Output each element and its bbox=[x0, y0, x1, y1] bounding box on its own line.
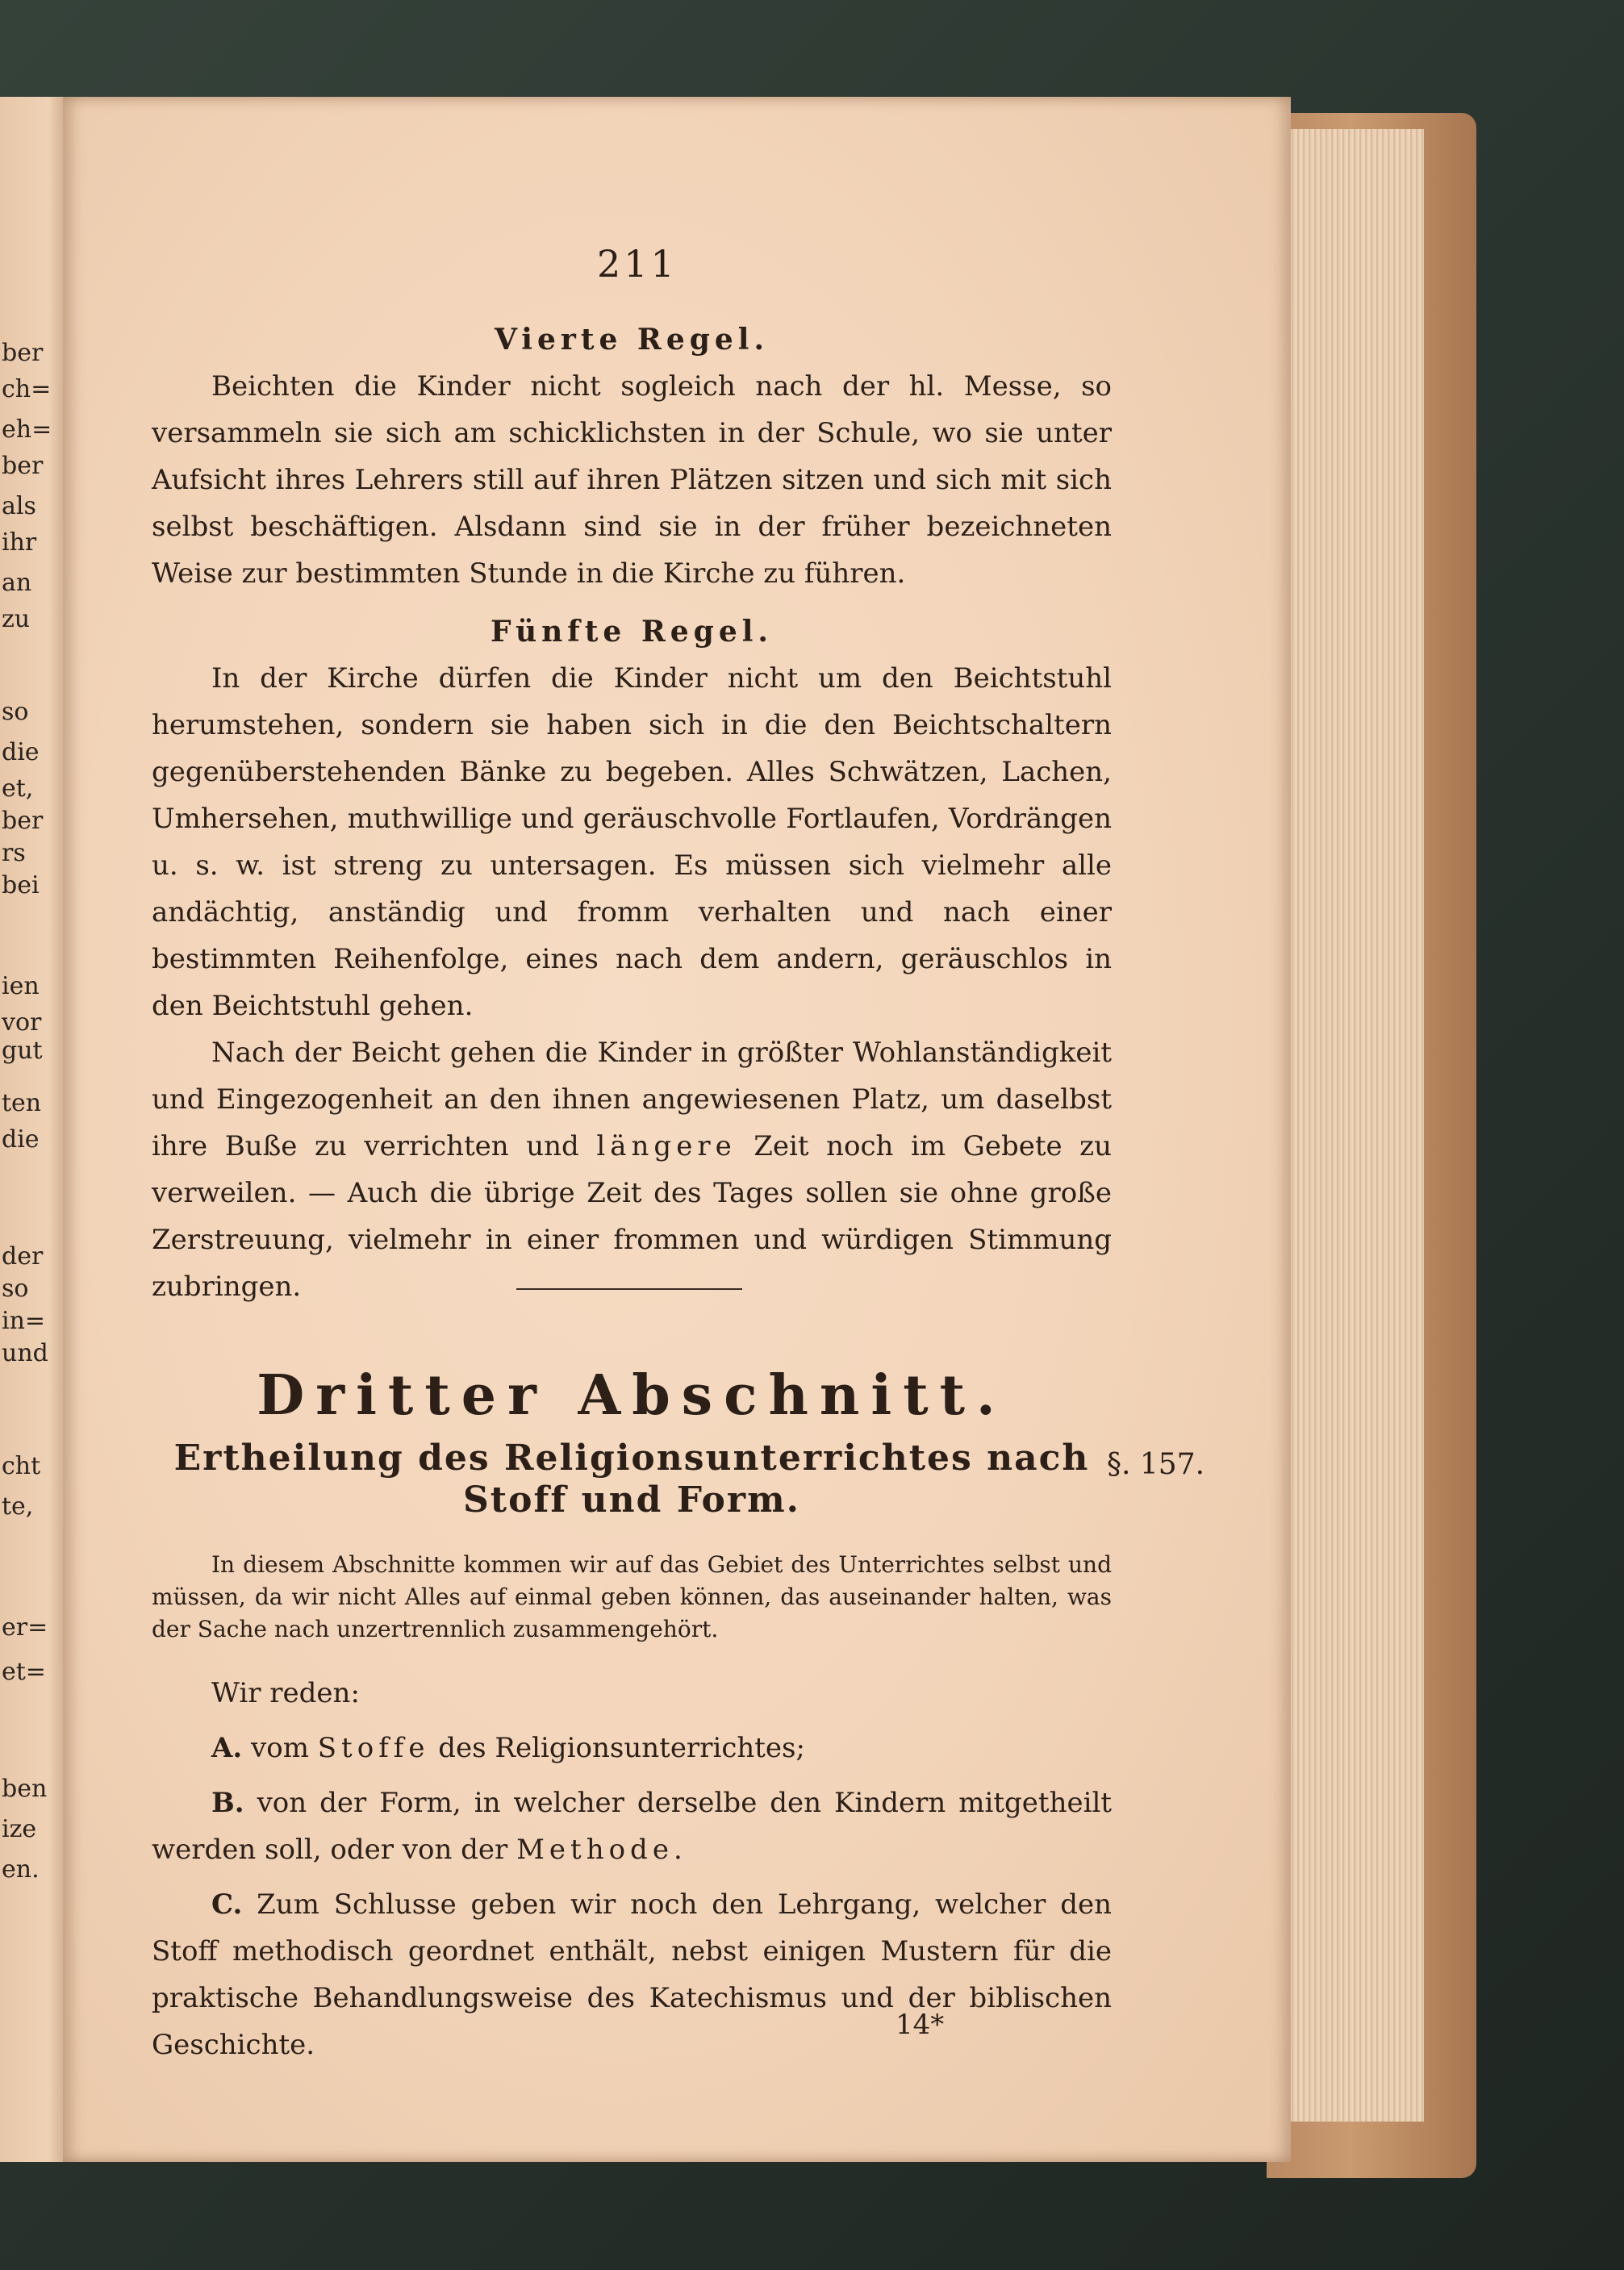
left-page-fragment: und bbox=[2, 1339, 48, 1367]
left-page-fragment: als bbox=[2, 492, 36, 520]
left-page-fragment: ber bbox=[2, 807, 44, 835]
page-edges bbox=[1283, 129, 1424, 2122]
left-page-fragment: bei bbox=[2, 871, 40, 899]
left-page-fragment: en. bbox=[2, 1855, 40, 1884]
left-page-fragment: zu bbox=[2, 605, 31, 633]
left-page-fragment: cht bbox=[2, 1452, 41, 1480]
left-page-fragment: er= bbox=[2, 1613, 48, 1642]
left-page-fragment: die bbox=[2, 738, 40, 766]
left-page-fragment: ize bbox=[2, 1815, 37, 1843]
section-number: §. 157. bbox=[1107, 1448, 1205, 1481]
left-page-fragment: gut bbox=[2, 1037, 43, 1065]
rule5-paragraph-2: Nach der Beicht gehen die Kinder in größter Wohlanständigkeit und Eingezogenheit an den ihnen angewiesenen Platz, um daselbst ihre Buße zu verrichten und längere Zeit noch im Gebete zu verweilen. — Auch die übrige Zeit des Tages sollen sie ohne große Zerstreuung, vielmehr in einer frommen und würdigen Stimmung zubringen. bbox=[152, 1037, 1112, 1303]
left-page-fragment: der bbox=[2, 1242, 44, 1271]
left-page-fragment: te, bbox=[2, 1492, 34, 1521]
left-page-fragment: ch= bbox=[2, 375, 52, 403]
left-page-fragment: ten bbox=[2, 1089, 42, 1117]
item-b: B. von der Form, in welcher derselbe den Kindern mitgetheilt werden soll, oder von der Methode. bbox=[152, 1787, 1112, 1866]
left-page-fragment: rs bbox=[2, 839, 26, 867]
left-page-fragment: ber bbox=[2, 339, 44, 367]
left-page-fragment: eh= bbox=[2, 415, 52, 444]
emphasis-text: Methode bbox=[516, 1834, 674, 1866]
left-page-fragment: die bbox=[2, 1125, 40, 1154]
section-title: Dritter Abschnitt. bbox=[257, 1363, 1007, 1428]
left-page-fragment: ben bbox=[2, 1775, 48, 1803]
left-page-fragment: et= bbox=[2, 1658, 46, 1686]
emphasis-text: längere bbox=[596, 1130, 737, 1162]
section-subtitle: Ertheilung des Religionsunterrichtes nach Stoff und Form. bbox=[173, 1438, 1090, 1521]
section-lead: Wir reden: bbox=[211, 1677, 360, 1709]
item-c: C. Zum Schlusse geben wir noch den Lehrgang, welcher den Stoff methodisch geordnet enthält, nebst einigen Mustern für die praktische Behandlungsweise des Katechismus und der biblischen Geschichte. bbox=[152, 1888, 1113, 2061]
section-divider bbox=[516, 1288, 742, 1290]
left-page-fragment: ihr bbox=[2, 528, 37, 557]
item-c-letter: C. bbox=[211, 1888, 243, 1921]
signature-mark: 14* bbox=[895, 2009, 945, 2041]
page-number: 211 bbox=[597, 242, 678, 286]
left-page-fragment: vor bbox=[2, 1008, 42, 1037]
left-page-fragment: so bbox=[2, 1275, 29, 1303]
rule5-heading: Fünfte Regel. bbox=[491, 615, 773, 649]
item-b-letter: B. bbox=[211, 1787, 244, 1819]
left-page-fragment: ber bbox=[2, 452, 44, 480]
item-a: A. vom Stoffe des Religionsunterrichtes; bbox=[211, 1732, 805, 1764]
item-a-letter: A. bbox=[211, 1732, 243, 1764]
section-intro: In diesem Abschnitte kommen wir auf das Gebiet des Unterrichtes selbst und müssen, da wir nicht Alles auf einmal geben können, das auseinander halten, was der Sache nach unzertrennlich zusammengehört. bbox=[152, 1551, 1112, 1642]
left-page-fragment: ien bbox=[2, 972, 40, 1000]
section-items bbox=[152, 1670, 1112, 2068]
rule5-paragraph-1: In der Kirche dürfen die Kinder nicht um den Beichtstuhl herumstehen, sondern sie haben sich in die den Beichtschaltern gegenüberstehenden Bänke zu begeben. Alles Schwätzen, Lachen, Umhersehen, muthwillige und geräuschvolle Fortlaufen, Vordrängen u. s. w. ist streng zu untersagen. Es müssen sich vielmehr alle andächtig, anständig und fromm verhalten und nach einer bestimmten Reihenfolge, eines nach dem andern, geräuschlos in den Beichtstuhl gehen. bbox=[152, 662, 1112, 1022]
left-page-edge bbox=[0, 97, 69, 2162]
left-page-fragment: in= bbox=[2, 1307, 46, 1335]
rule4-heading: Vierte Regel. bbox=[494, 323, 770, 357]
left-page-fragment: so bbox=[2, 698, 29, 726]
rule4-paragraph: Beichten die Kinder nicht sogleich nach der hl. Messe, so versammeln sie sich am schicklichsten in der Schule, wo sie unter Aufsicht ihres Lehrers still auf ihren Plätzen sitzen und sich mit sich selbst beschäftigen. Alsdann sind sie in der früher bezeichneten Weise zur bestimmten Stunde in die Kirche zu führen. bbox=[152, 370, 1112, 590]
left-page-fragment: an bbox=[2, 569, 32, 597]
rules-text-block bbox=[152, 323, 1112, 1310]
emphasis-text: Stoffe bbox=[317, 1732, 430, 1764]
left-page-fragment: et, bbox=[2, 774, 34, 803]
